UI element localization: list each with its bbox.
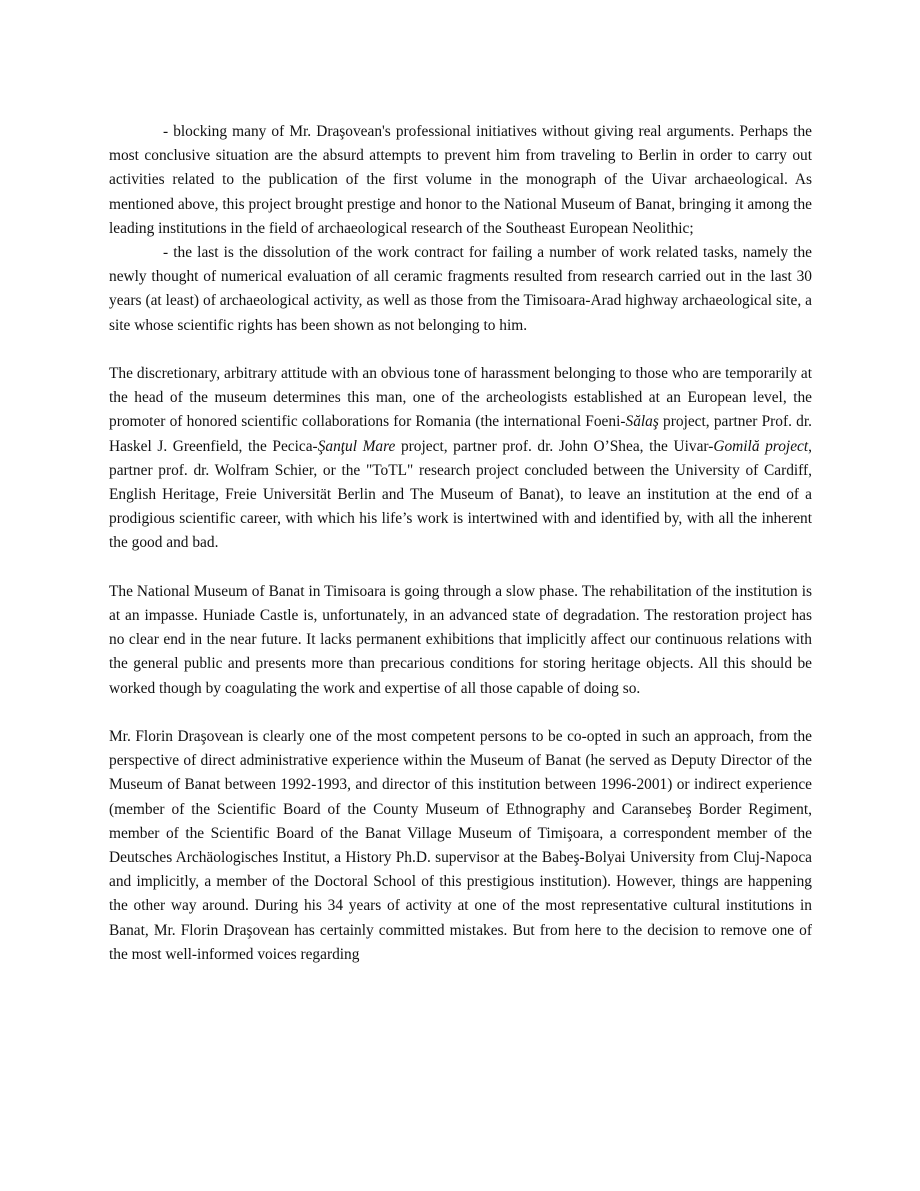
italic-text-segment: Gomilă project xyxy=(713,437,809,455)
paragraph-p1 xyxy=(109,120,812,241)
text-segment: The discretionary, arbitrary attitude with an obvious tone of harassment belonging to those who are temporarily at the head of the museum determines this man, one of the archeologists established at an European level, the promoter of honored scientific collaborations for Romania (the international Foeni- xyxy=(109,365,812,431)
paragraph-p3 xyxy=(109,362,812,556)
text-segment: The National Museum of Banat in Timisoara is going through a slow phase. The rehabilitation of the institution is at an impasse. Huniade Castle is, unfortunately, in an advanced state of degradation. The restoration project has no clear end in the near future. It lacks permanent exhibitions that implicitly affect our continuous relations with the general public and presents more than precarious conditions for storing heritage objects. All this should be worked though by coagulating the work and expertise of all those capable of doing so. xyxy=(109,582,812,697)
text-segment: - blocking many of Mr. Draşovean's professional initiatives without giving real arguments. Perhaps the most conclusive situation are the absurd attempts to prevent him from traveling to Berlin in order to carry out activities related to the publication of the first volume in the monograph of the Uivar archaeological. As mentioned above, this project brought prestige and honor to the National Museum of Banat, bringing it among the leading institutions in the field of archaeological research of the Southeast European Neolithic; xyxy=(109,123,812,237)
document-body xyxy=(109,120,812,967)
text-segment: Mr. Florin Draşovean is clearly one of the most competent persons to be co-opted in such an approach, from the perspective of direct administrative experience within the Museum of Banat (he served as Deputy Director of the Museum of Banat between 1992-1993, and director of this institution between 1996-2001) or indirect experience (member of the Scientific Board of the County Museum of Ethnography and Caransebeş Border Regiment, member of the Scientific Board of the Banat Village Museum of Timişoara, a correspondent member of the Deutsches Archäologisches Institut, a History Ph.D. supervisor at the Babeş-Bolyai University from Cluj-Napoca and implicitly, a member of the Doctoral School of this prestigious institution). However, things are happening the other way around. During his 34 years of activity at one of the most representative cultural institutions in Banat, Mr. Florin Draşovean has certainly committed mistakes. But from here to the decision to remove one of the most well-informed voices regarding xyxy=(109,728,812,963)
paragraph-p4 xyxy=(109,580,812,701)
italic-text-segment: Sălaş xyxy=(625,413,659,431)
italic-text-segment: Şanţul Mare xyxy=(317,437,396,455)
text-segment: project, partner prof. dr. John O’Shea, the Uivar- xyxy=(395,437,714,455)
text-segment: , partner prof. dr. Wolfram Schier, or the "ToTL" research project concluded between the University of Cardiff, English Heritage, Freie Universität Berlin and The Museum of Banat), to leave an institution at the end of a prodigious scientific career, with which his life’s work is intertwined with and identified by, with all the inherent the good and bad. xyxy=(109,437,812,552)
text-segment: - the last is the dissolution of the work contract for failing a number of work related tasks, namely the newly thought of numerical evaluation of all ceramic fragments resulted from research carried out in the last 30 years (at least) of archaeological activity, as well as those from the Timisoara-Arad highway archaeological site, a site whose scientific rights has been shown as not belonging to him. xyxy=(109,244,812,334)
paragraph-p5 xyxy=(109,725,812,967)
paragraph-p2 xyxy=(109,241,812,338)
text-segment: project, partner Prof. dr. Haskel J. Greenfield, the Pecica- xyxy=(109,413,812,455)
